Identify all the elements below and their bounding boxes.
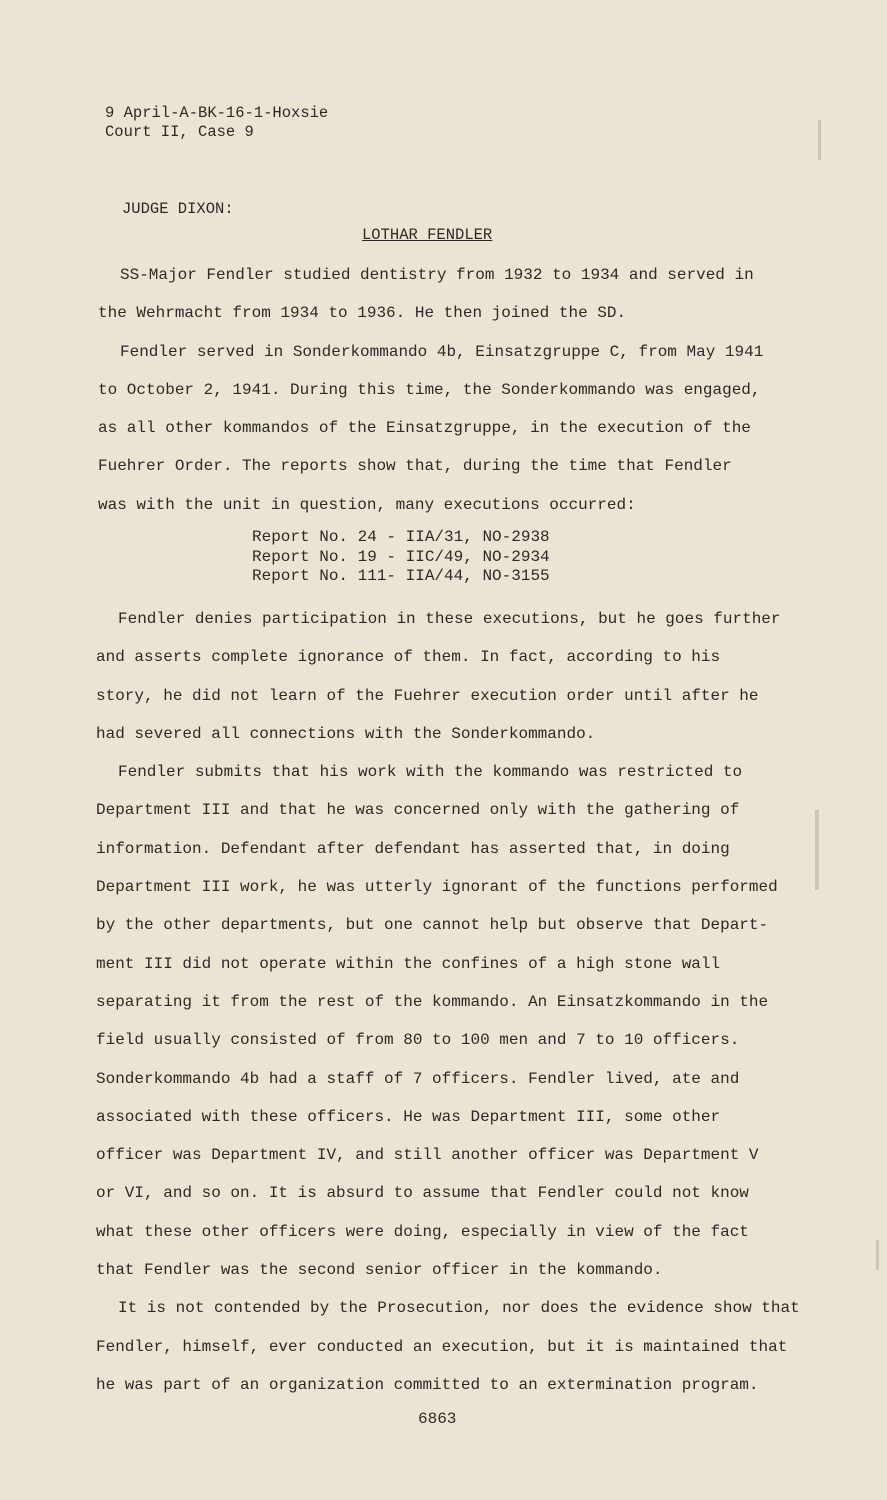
text-line: information. Defendant after defendant has asserted that, in doing [96, 839, 730, 858]
text-line: the Wehrmacht from 1934 to 1936. He then joined the SD. [98, 304, 627, 323]
scan-artifact [818, 120, 821, 160]
text-line: what these other officers were doing, especially in view of the fact [96, 1222, 749, 1241]
text-line: Sonderkommando 4b had a staff of 7 officers. Fendler lived, ate and [96, 1069, 740, 1088]
text-line: officer was Department IV, and still another officer was Department V [96, 1146, 759, 1165]
text-line: separating it from the rest of the kommando. An Einsatzkommando in the [96, 992, 769, 1011]
text-line: associated with these officers. He was Department III, some other [96, 1107, 721, 1126]
text-line: ment III did not operate within the confines of a high stone wall [96, 954, 721, 973]
text-line: as all other kommandos of the Einsatzgruppe, in the execution of the [98, 419, 751, 438]
text-line: and asserts complete ignorance of them. In fact, according to his [96, 648, 721, 667]
text-line: story, he did not learn of the Fuehrer execution order until after he [96, 686, 759, 705]
text-line: by the other departments, but one cannot help but observe that Depart- [96, 916, 769, 935]
text-line: Fuehrer Order. The reports show that, during the time that Fendler [98, 457, 732, 476]
text-line: was with the unit in question, many executions occurred: [98, 495, 636, 514]
report-item: Report No. 111- IIA/44, NO-3155 [252, 567, 550, 585]
text-line: that Fendler was the second senior officer in the kommando. [96, 1261, 663, 1280]
body-part-1 [98, 256, 798, 524]
text-line: Department III work, he was utterly ignorant of the functions performed [96, 878, 778, 897]
header-line-1: 9 April-A-BK-16-1-Hoxsie [105, 104, 329, 122]
report-item: Report No. 19 - IIC/49, NO-2934 [252, 547, 550, 566]
text-line: to October 2, 1941. During this time, the Sonderkommando was engaged, [98, 380, 761, 399]
header-line-2: Court II, Case 9 [105, 123, 254, 141]
scan-artifact [815, 810, 819, 890]
text-line: It is not contended by the Prosecution, nor does the evidence show that [118, 1299, 800, 1318]
text-line: Fendler submits that his work with the kommando was restricted to [118, 763, 743, 782]
report-item: Report No. 24 - IIA/31, NO-2938 [252, 528, 550, 546]
text-line: Fendler denies participation in these executions, but he goes further [118, 610, 781, 628]
text-line: Fendler served in Sonderkommando 4b, Einsatzgruppe C, from May 1941 [120, 342, 764, 361]
text-line: Fendler, himself, ever conducted an execution, but it is maintained that [96, 1337, 788, 1356]
body-part-2 [96, 600, 816, 1404]
report-list [252, 528, 550, 587]
speaker-label: JUDGE DIXON: [122, 200, 234, 218]
text-line: Department III and that he was concerned only with the gathering of [96, 801, 740, 820]
text-line: he was part of an organization committed to an extermination program. [96, 1375, 759, 1394]
text-line: or VI, and so on. It is absurd to assume that Fendler could not know [96, 1184, 749, 1203]
section-title: LOTHAR FENDLER [362, 226, 493, 244]
scan-artifact [876, 1240, 879, 1270]
page-number: 6863 [418, 1410, 457, 1428]
text-line: SS-Major Fendler studied dentistry from 1932 to 1934 and served in [120, 266, 754, 284]
text-line: field usually consisted of from 80 to 100 men and 7 to 10 officers. [96, 1031, 740, 1050]
text-line: had severed all connections with the Sonderkommando. [96, 724, 596, 743]
document-header [105, 104, 328, 142]
